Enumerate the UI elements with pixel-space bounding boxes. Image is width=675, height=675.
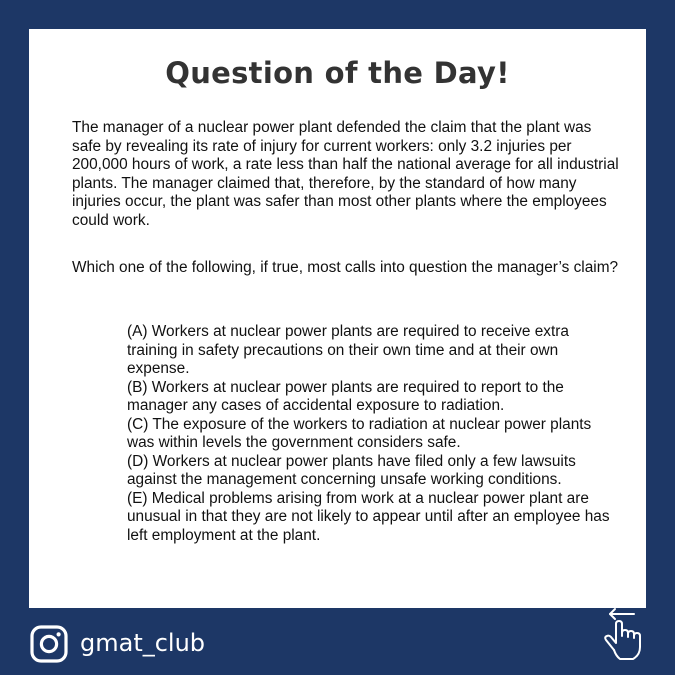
answer-choice-a[interactable]: (A) Workers at nuclear power plants are required to receive extra training in safety precautions on their own time and at their own expense. (127, 323, 569, 377)
instagram-icon[interactable] (30, 625, 68, 663)
page-title: Question of the Day! (165, 56, 510, 90)
instagram-handle[interactable]: gmat_club (80, 629, 206, 657)
swipe-hand-icon[interactable] (600, 606, 648, 664)
answer-choice-e[interactable]: (E) Medical problems arising from work at a nuclear power plant are unusual in that they are not likely to appear until after an employee has left employment at the plant. (127, 489, 610, 544)
question-stimulus: The manager of a nuclear power plant defended the claim that the plant was safe by revealing its rate of injury for current workers: only 3.2 injuries per 200,000 hours of work, a rate less than half the national average for all industrial plants. The manager claimed that, therefore, by the standard of how many injuries occur, the plant was safer than most other plants where the employees could work. (72, 119, 619, 229)
answer-choice-d[interactable]: (D) Workers at nuclear power plants have filed only a few lawsuits against the management concerning unsafe working conditions. (127, 452, 576, 488)
answer-choice-b[interactable]: (B) Workers at nuclear power plants are required to report to the manager any cases of accidental exposure to radiation. (127, 378, 564, 414)
answer-choices (127, 323, 612, 545)
answer-choice-c[interactable]: (C) The exposure of the workers to radiation at nuclear power plants was within levels the government considers safe. (127, 415, 592, 451)
question-stem: Which one of the following, if true, most calls into question the manager’s claim? (72, 259, 619, 276)
